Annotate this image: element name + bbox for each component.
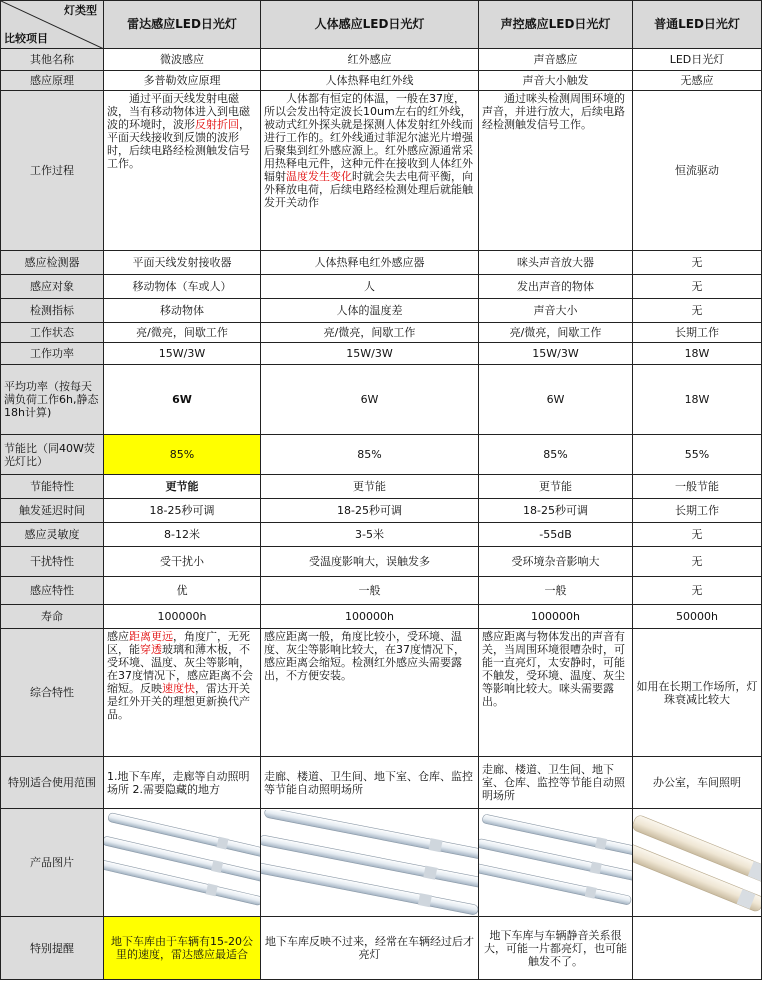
row-label: 触发延迟时间 bbox=[1, 499, 104, 523]
cell-normal: 无 bbox=[633, 251, 762, 275]
row-interference bbox=[1, 547, 762, 577]
row-image bbox=[1, 809, 762, 917]
cell-radar: 平面天线发射接收器 bbox=[104, 251, 261, 275]
row-life bbox=[1, 605, 762, 629]
cell-sound: 声音大小 bbox=[479, 299, 633, 323]
corner-cell bbox=[1, 1, 104, 49]
cell-radar bbox=[104, 91, 261, 251]
header-row bbox=[1, 1, 762, 49]
product-image-pir bbox=[261, 809, 479, 917]
text: 人体都有恒定的体温，一般在37度，所以会发出特定波长10um左右的红外线，被动式红外探头就是探测人体发射红外线而进行工作的。红外线通过菲泥尔滤光片增强后聚集到红外感应源上。红外感应源通常采用热释电元件，这种元件在接收到人体红外辐射 bbox=[264, 92, 473, 183]
row-label: 感应原理 bbox=[1, 71, 104, 91]
emphasis-text: 速度快 bbox=[162, 682, 195, 695]
row-sense-feature bbox=[1, 577, 762, 605]
row-process bbox=[1, 91, 762, 251]
row-note bbox=[1, 917, 762, 980]
cell-normal: 办公室，车间照明 bbox=[633, 757, 762, 809]
cell-sound: 咪头声音放大器 bbox=[479, 251, 633, 275]
cell-pir: 受温度影响大，误触发多 bbox=[261, 547, 479, 577]
row-label: 感应对象 bbox=[1, 275, 104, 299]
row-label: 感应检测器 bbox=[1, 251, 104, 275]
cell-sound: 85% bbox=[479, 435, 633, 475]
product-image-normal bbox=[633, 809, 762, 917]
row-sensitivity bbox=[1, 523, 762, 547]
cell-radar: 微波感应 bbox=[104, 49, 261, 71]
text: 玻璃和薄木板，不受环境、温度、灰尘等影响，在37度情况下，感应距离不会缩短。反映 bbox=[107, 643, 253, 695]
cell-sound: 走廊、楼道、卫生间、地下室、仓库、监控等节能自动照明场所 bbox=[479, 757, 633, 809]
row-target bbox=[1, 275, 762, 299]
row-label: 工作状态 bbox=[1, 323, 104, 343]
column-header-normal: 普通LED日光灯 bbox=[633, 1, 762, 49]
cell-radar: 18-25秒可调 bbox=[104, 499, 261, 523]
cell-sound: 感应距离与物体发出的声音有关，当周围环境很嘈杂时，可能一直亮灯，太安静时，可能不触发，受环境、温度、灰尘等影响比较大。咪头需要露出。 bbox=[479, 629, 633, 757]
cell-pir: 100000h bbox=[261, 605, 479, 629]
cell-pir: 15W/3W bbox=[261, 343, 479, 365]
cell-sound: -55dB bbox=[479, 523, 633, 547]
cell-pir: 85% bbox=[261, 435, 479, 475]
row-saving bbox=[1, 435, 762, 475]
cell-normal: 50000h bbox=[633, 605, 762, 629]
cell-pir: 18-25秒可调 bbox=[261, 499, 479, 523]
row-label: 感应特性 bbox=[1, 577, 104, 605]
corner-top-label: 灯类型 bbox=[64, 4, 97, 17]
cell-sound: 通过咪头检测周围环境的声音，并进行放大，后续电路经检测触发信号工作。 bbox=[479, 91, 633, 251]
cell-pir: 3-5米 bbox=[261, 523, 479, 547]
row-delay bbox=[1, 499, 762, 523]
column-header-radar: 雷达感应LED日光灯 bbox=[104, 1, 261, 49]
cell-sound: 亮/微亮，间歇工作 bbox=[479, 323, 633, 343]
cell-normal: 无感应 bbox=[633, 71, 762, 91]
cell-radar: 1.地下车库，走廊等自动照明场所 2.需要隐藏的地方 bbox=[104, 757, 261, 809]
row-label: 工作过程 bbox=[1, 91, 104, 251]
cell-normal: 无 bbox=[633, 275, 762, 299]
text: 感应 bbox=[107, 630, 129, 643]
cell-pir: 人体热释电红外线 bbox=[261, 71, 479, 91]
cell-sound: 地下车库与车辆静音关系很大，可能一片都亮灯，也可能触发不了。 bbox=[479, 917, 633, 980]
tube-lamps-image bbox=[633, 810, 762, 916]
cell-normal: 55% bbox=[633, 435, 762, 475]
row-label: 其他名称 bbox=[1, 49, 104, 71]
product-image-sound bbox=[479, 809, 633, 917]
cell-sound: 声音大小触发 bbox=[479, 71, 633, 91]
cell-sound: 18-25秒可调 bbox=[479, 499, 633, 523]
row-label: 节能特性 bbox=[1, 475, 104, 499]
emphasis-text: 穿透 bbox=[140, 643, 162, 656]
cell-pir: 地下车库反映不过来，经常在车辆经过后才亮灯 bbox=[261, 917, 479, 980]
cell-sound: 100000h bbox=[479, 605, 633, 629]
column-header-pir: 人体感应LED日光灯 bbox=[261, 1, 479, 49]
corner-bottom-label: 比较项目 bbox=[4, 32, 48, 45]
emphasis-text: 温度发生变化 bbox=[286, 170, 352, 183]
product-image-radar bbox=[104, 809, 261, 917]
cell-pir: 6W bbox=[261, 365, 479, 435]
row-label: 寿命 bbox=[1, 605, 104, 629]
cell-sound: 声音感应 bbox=[479, 49, 633, 71]
row-label: 工作功率 bbox=[1, 343, 104, 365]
row-saving-feature bbox=[1, 475, 762, 499]
cell-normal: 无 bbox=[633, 547, 762, 577]
tube-lamps-image bbox=[479, 810, 633, 916]
cell-normal: 无 bbox=[633, 299, 762, 323]
cell-pir: 一般 bbox=[261, 577, 479, 605]
cell-pir: 感应距离一般，角度比较小，受环境、温度、灰尘等影响比较大，在37度情况下，感应距离会缩短。检测红外感应头需要露出，不方便安装。 bbox=[261, 629, 479, 757]
cell-normal: 18W bbox=[633, 365, 762, 435]
cell-pir bbox=[261, 91, 479, 251]
cell-radar-highlight: 85% bbox=[104, 435, 261, 475]
cell-sound: 15W/3W bbox=[479, 343, 633, 365]
emphasis-text: 反射折回 bbox=[195, 118, 239, 131]
tube-lamps-image bbox=[261, 810, 479, 916]
cell-radar: 6W bbox=[104, 365, 261, 435]
cell-radar: 更节能 bbox=[104, 475, 261, 499]
text: ，雷达开关是红外开关的理想更新换代产品。 bbox=[107, 682, 250, 721]
cell-normal: 如用在长期工作场所，灯珠衰减比较大 bbox=[633, 629, 762, 757]
row-usage bbox=[1, 757, 762, 809]
cell-radar: 多普勒效应原理 bbox=[104, 71, 261, 91]
cell-normal: 长期工作 bbox=[633, 323, 762, 343]
row-label: 特别适合使用范围 bbox=[1, 757, 104, 809]
cell-pir: 人 bbox=[261, 275, 479, 299]
column-header-sound: 声控感应LED日光灯 bbox=[479, 1, 633, 49]
row-label: 综合特性 bbox=[1, 629, 104, 757]
text: ，角度广，无死区，能 bbox=[107, 630, 250, 656]
cell-radar: 优 bbox=[104, 577, 261, 605]
cell-radar: 15W/3W bbox=[104, 343, 261, 365]
row-alias bbox=[1, 49, 762, 71]
cell-radar bbox=[104, 629, 261, 757]
cell-normal: 恒流驱动 bbox=[633, 91, 762, 251]
row-label: 节能比（同40W荧光灯比） bbox=[1, 435, 104, 475]
cell-pir: 走廊、楼道、卫生间、地下室、仓库、监控等节能自动照明场所 bbox=[261, 757, 479, 809]
text: 通过平面天线发射电磁波，当有移动物体进入到电磁波的环境时，波形 bbox=[107, 92, 250, 131]
row-principle bbox=[1, 71, 762, 91]
text: 时就会失去电荷平衡，向外释放电荷，后续电路经检测处理后就能触发开关动作 bbox=[264, 170, 473, 209]
text: ，平面天线接收到反馈的波形时，后续电路经检测触发信号工作。 bbox=[107, 118, 250, 170]
row-label: 平均功率（按每天满负荷工作6h,静态18h计算) bbox=[1, 365, 104, 435]
cell-sound: 6W bbox=[479, 365, 633, 435]
row-state bbox=[1, 323, 762, 343]
row-label: 检测指标 bbox=[1, 299, 104, 323]
cell-pir: 更节能 bbox=[261, 475, 479, 499]
cell-sound: 更节能 bbox=[479, 475, 633, 499]
cell-pir: 人体热释电红外感应器 bbox=[261, 251, 479, 275]
row-label: 感应灵敏度 bbox=[1, 523, 104, 547]
emphasis-text: 距离更远 bbox=[129, 630, 173, 643]
cell-radar-highlight: 地下车库由于车辆有15-20公里的速度，雷达感应最适合 bbox=[104, 917, 261, 980]
cell-radar: 移动物体（车或人） bbox=[104, 275, 261, 299]
cell-radar: 8-12米 bbox=[104, 523, 261, 547]
cell-normal: LED日光灯 bbox=[633, 49, 762, 71]
cell-normal bbox=[633, 917, 762, 980]
cell-sound: 一般 bbox=[479, 577, 633, 605]
tube-lamps-image bbox=[104, 810, 261, 916]
row-overall bbox=[1, 629, 762, 757]
cell-normal: 无 bbox=[633, 577, 762, 605]
cell-radar: 移动物体 bbox=[104, 299, 261, 323]
row-label: 干扰特性 bbox=[1, 547, 104, 577]
cell-radar: 100000h bbox=[104, 605, 261, 629]
cell-normal: 一般节能 bbox=[633, 475, 762, 499]
cell-pir: 人体的温度差 bbox=[261, 299, 479, 323]
row-label: 特别提醒 bbox=[1, 917, 104, 980]
cell-radar: 亮/微亮，间歇工作 bbox=[104, 323, 261, 343]
cell-radar: 受干扰小 bbox=[104, 547, 261, 577]
cell-pir: 红外感应 bbox=[261, 49, 479, 71]
row-power bbox=[1, 343, 762, 365]
cell-normal: 长期工作 bbox=[633, 499, 762, 523]
row-detector bbox=[1, 251, 762, 275]
cell-normal: 无 bbox=[633, 523, 762, 547]
cell-normal: 18W bbox=[633, 343, 762, 365]
row-metric bbox=[1, 299, 762, 323]
row-label: 产品图片 bbox=[1, 809, 104, 917]
cell-sound: 发出声音的物体 bbox=[479, 275, 633, 299]
cell-pir: 亮/微亮，间歇工作 bbox=[261, 323, 479, 343]
row-avg-power bbox=[1, 365, 762, 435]
cell-sound: 受环境杂音影响大 bbox=[479, 547, 633, 577]
